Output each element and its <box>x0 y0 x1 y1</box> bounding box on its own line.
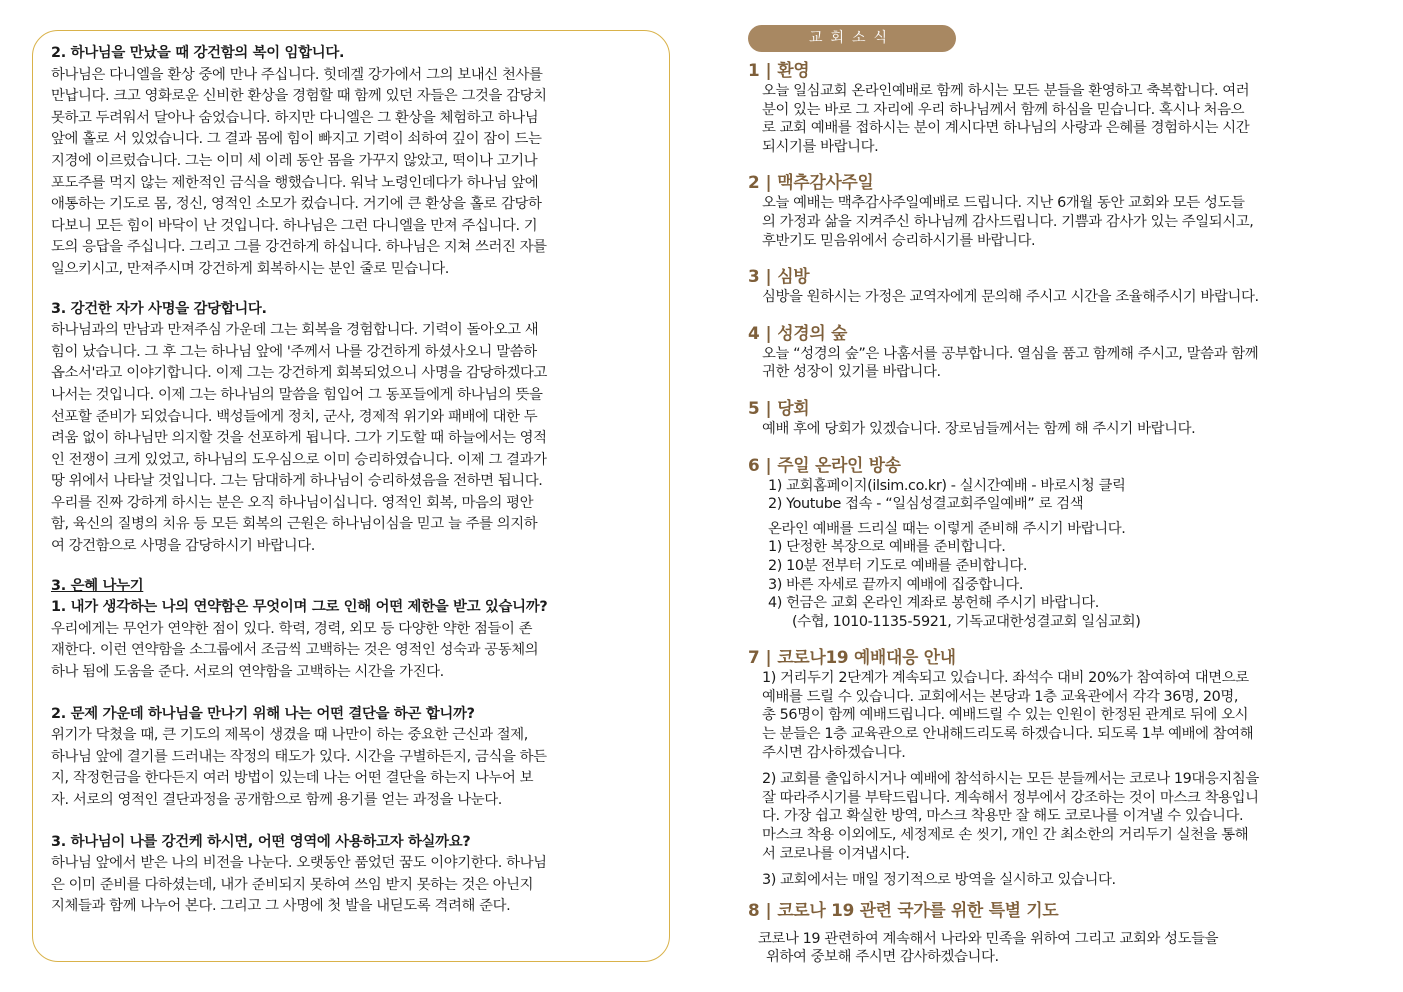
text-line: 땅 위에서 나타날 것입니다. 그는 담대하게 하나님이 승리하셨음을 전하면 됩니다. <box>51 473 543 490</box>
item-number: 6 <box>748 454 760 475</box>
sharing-section <box>51 576 661 918</box>
news-item-special-prayer <box>748 898 1376 967</box>
text-line: 위기가 닥쳤을 때, 큰 기도의 제목이 생겼을 때 나만이 하는 중요한 근신과 절제, <box>51 727 528 744</box>
answer-3 <box>51 853 661 918</box>
list-intro: 온라인 예배를 드리실 때는 이렇게 준비해 주시기 바랍니다. <box>768 520 1126 537</box>
item-number: 3 <box>748 266 760 287</box>
text-line: 못하고 두려워서 달아나 숨었습니다. 하지만 다니엘은 그 환상을 체험하고 하나님 <box>51 109 539 126</box>
text-line: 우리를 진짜 강하게 하시는 분은 오직 하나님이십니다. 영적인 회복, 마음의 평안 <box>51 494 534 511</box>
list-item: 4) 헌금은 교회 온라인 계좌로 봉헌해 주시기 바랍니다. <box>768 595 1099 612</box>
news-item-body <box>748 420 1376 439</box>
item-title-text: 심방 <box>777 266 810 287</box>
text-line: 3) 교회에서는 매일 정기적으로 방역을 실시하고 있습니다. <box>762 872 1116 889</box>
text-line: 지경에 이르렀습니다. 그는 이미 세 이레 동안 몸을 가꾸지 않았고, 떡이나 고기나 <box>51 152 538 169</box>
text-line: 분이 있는 바로 그 자리에 우리 하나님께서 함께 하심을 믿습니다. 혹시나 처음으 <box>762 101 1245 118</box>
title-separator: | <box>765 60 772 80</box>
news-item-online-broadcast <box>748 453 1376 632</box>
sermon-section-mission <box>51 299 661 558</box>
text-line: 총 56명이 함께 예배드립니다. 예배드릴 수 있는 인원이 한정된 관계로 뒤에 오시 <box>762 707 1249 724</box>
text-line: 선포할 준비가 되었습니다. 백성들에게 정치, 군사, 경제적 위기와 패배에 대한 두 <box>51 408 538 425</box>
list-item: 1) 단정한 복장으로 예배를 준비합니다. <box>768 539 1006 556</box>
text-line: 코로나 19 관련하여 계속해서 나라와 민족을 위하여 그리고 교회와 성도들을 <box>758 930 1219 947</box>
text-line: 여 강건함으로 사명을 감당하시기 바랍니다. <box>51 538 315 555</box>
item-title-text: 당회 <box>777 397 810 418</box>
text-line: 힘이 났습니다. 그 후 그는 하나님 앞에 '주께서 나를 강건하게 하셨사오니 말씀하 <box>51 343 537 360</box>
item-number: 5 <box>748 397 760 418</box>
item-number: 4 <box>748 322 760 343</box>
news-item-body <box>748 194 1376 250</box>
text-line: 포도주를 먹지 않는 제한적인 금식을 행했습니다. 워낙 노령인데다가 하나님 앞에 <box>51 174 539 191</box>
text-line: 주시면 감사하겠습니다. <box>762 744 906 761</box>
text-line: 일으키시고, 만져주시며 강건하게 회복하시는 분인 줄로 믿습니다. <box>51 260 449 277</box>
text-line: 하나 됨에 도움을 준다. 서로의 연약함을 고백하는 시간을 가진다. <box>51 664 444 681</box>
news-item-body <box>748 669 1376 890</box>
text-line: 은 이미 준비를 다하셨는데, 내가 준비되지 못하여 쓰임 받지 못하는 것은 아닌지 <box>51 876 534 893</box>
text-line: 1) 거리두기 2단계가 계속되고 있습니다. 좌석수 대비 20%가 참여하여 대면으로 <box>762 670 1249 687</box>
item-title-text: 성경의 숲 <box>777 322 848 343</box>
sermon-section-strength-blessing <box>51 43 661 281</box>
section-title: 3. 강건한 자가 사명을 감당합니다. <box>51 300 267 317</box>
news-item-visitation <box>748 264 1376 307</box>
item-number: 7 <box>748 647 760 668</box>
section-body <box>51 65 661 281</box>
text-line: 함, 육신의 질병의 치유 등 모든 회복의 근원은 하나님이심을 믿고 늘 주를 의지하 <box>51 516 538 533</box>
text-line: 옵소서'라고 이야기합니다. 이제 그는 강건하게 회복되었으니 사명을 감당하겠다고 <box>51 365 547 382</box>
item-title-text: 환영 <box>777 60 810 80</box>
news-item-body <box>748 930 1376 967</box>
text-line: 마스크 착용 이외에도, 세정제로 손 씻기, 개인 간 최소한의 거리두기 실천을 통해 <box>762 827 1249 844</box>
text-line: 귀한 성장이 있기를 바랍니다. <box>762 364 941 381</box>
title-separator: | <box>765 899 772 920</box>
text-line: 오늘 예배는 맥추감사주일예배로 드립니다. 지난 6개월 동안 교회와 모든 성도들 <box>762 195 1245 212</box>
text-line: 애통하는 기도로 몸, 정신, 영적인 소모가 컸습니다. 거기에 큰 환상을 홀로 감당하 <box>51 196 542 213</box>
text-line: 심방을 원하시는 가정은 교역자에게 문의해 주시고 시간을 조율해주시기 바랍니다. <box>762 289 1259 306</box>
item-title-text: 주일 온라인 방송 <box>777 454 901 475</box>
news-item-bible-forest <box>748 321 1376 382</box>
text-line: 려움 없이 하나님만 의지할 것을 선포하게 됩니다. 그가 기도할 때 하늘에서는 영적 <box>51 430 547 447</box>
news-item-body <box>748 82 1376 156</box>
text-line: 다. 가장 쉽고 확실한 방역, 마스크 착용만 잘 해도 코로나를 이겨낼 수 있습니다. <box>762 808 1244 825</box>
text-line: 의 가정과 삶을 지켜주신 하나님께 감사드립니다. 기쁨과 감사가 있는 주일되시고, <box>762 213 1254 230</box>
text-line: 다보니 모든 힘이 바닥이 난 것입니다. 하나님은 그런 다니엘을 만져 주십니다. 기 <box>51 217 538 234</box>
section-body <box>51 320 661 558</box>
title-separator: | <box>765 647 772 668</box>
news-item-title <box>748 264 1376 288</box>
item-title-text: 코로나19 예배대응 안내 <box>777 647 956 668</box>
news-item-title <box>748 396 1376 420</box>
text-line: 앞에 홀로 서 있었습니다. 그 결과 몸에 힘이 빠지고 기력이 쇠하여 깊이 잠이 드는 <box>51 131 542 148</box>
text-line: 지체들과 함께 나누어 본다. 그리고 그 사명에 첫 발을 내딛도록 격려해 준다. <box>51 898 511 915</box>
news-item-title <box>748 898 1376 922</box>
text-line: 하나님 앞에서 받은 나의 비전을 나눈다. 오랫동안 품었던 꿈도 이야기한다. 하나님 <box>51 855 547 872</box>
text-line: 예배 후에 당회가 있겠습니다. 장로님들께서는 함께 해 주시기 바랍니다. <box>762 420 1196 437</box>
text-line: 예배를 드릴 수 있습니다. 교회에서는 본당과 1층 교육관에서 각각 36명, 20명, <box>762 688 1239 705</box>
text-line: 나서는 것입니다. 이제 그는 하나님의 말씀을 힘입어 그 동포들에게 하나님의 뜻을 <box>51 386 543 403</box>
news-item-thanksgiving <box>748 170 1376 250</box>
question-1: 1. 내가 생각하는 나의 연약함은 무엇이며 그로 인해 어떤 제한을 받고 있습니까? <box>51 599 548 616</box>
answer-1 <box>51 619 661 684</box>
news-item-body <box>748 288 1376 307</box>
title-separator: | <box>765 397 772 418</box>
church-news-header: 교회소식 <box>748 25 956 52</box>
news-item-welcome <box>748 58 1376 156</box>
text-line: 서 코로나를 이겨냅시다. <box>762 845 910 862</box>
question-3: 3. 하나님이 나를 강건케 하시면, 어떤 영역에 사용하고자 하실까요? <box>51 833 471 850</box>
text-line: 우리에게는 무언가 연약한 점이 있다. 학력, 경력, 외모 등 다양한 약한 점들이 존 <box>51 620 533 637</box>
text-line: 하나님 앞에 결기를 드러내는 작정의 태도가 있다. 시간을 구별하든지, 금식을 하든 <box>51 748 547 765</box>
news-item-title <box>748 645 1376 669</box>
text-line: 만납니다. 크고 영화로운 신비한 환상을 경험할 때 함께 있던 자들은 그것을 감당치 <box>51 88 547 105</box>
news-item-body <box>748 477 1376 632</box>
news-item-body <box>748 345 1376 382</box>
text-line: 후반기도 믿음위에서 승리하시기를 바랍니다. <box>762 232 1036 249</box>
bank-account-info: (수협, 1010-1135-5921, 기독교대한성결교회 일심교회) <box>792 613 1141 630</box>
news-item-title <box>748 58 1376 82</box>
text-line: 재한다. 이런 연약함을 소그룹에서 조금씩 고백하는 것은 영적인 성숙과 공동체의 <box>51 642 539 659</box>
church-news-column <box>748 25 1376 967</box>
news-item-title <box>748 321 1376 345</box>
item-number: 1 <box>748 60 760 80</box>
item-number: 2 <box>748 172 760 193</box>
text-line: 인 전쟁이 크게 있었고, 하나님의 도우심으로 이미 승리하였습니다. 이제 그 결과가 <box>51 451 547 468</box>
text-line: 자. 서로의 영적인 결단과정을 공개함으로 함께 용기를 얻는 과정을 나눈다. <box>51 792 502 808</box>
text-line: 2) 교회를 출입하시거나 예배에 참석하시는 모든 분들께서는 코로나 19대응지침을 <box>762 771 1259 788</box>
item-title-text: 코로나 19 관련 국가를 위한 특별 기도 <box>777 899 1059 920</box>
news-item-session <box>748 396 1376 439</box>
title-separator: | <box>765 454 772 475</box>
item-title-text: 맥추감사주일 <box>777 172 874 193</box>
title-separator: | <box>765 322 772 343</box>
sermon-panel <box>32 30 670 962</box>
list-item: 1) 교회홈페이지(ilsim.co.kr) - 실시간예배 - 바로시청 클릭 <box>768 477 1126 494</box>
text-line: 로 교회 예배를 접하시는 분이 계시다면 하나님의 사랑과 은혜를 경험하시는 시간 <box>762 120 1250 137</box>
text-line: 도의 응답을 주십니다. 그리고 그를 강건하게 하십니다. 하나님은 지쳐 쓰러진 자를 <box>51 239 547 256</box>
sharing-title: 3. 은혜 나누기 <box>51 577 144 594</box>
text-line: 오늘 “성경의 숲”은 나훔서를 공부합니다. 열심을 품고 함께해 주시고, 말씀과 함께 <box>762 345 1259 362</box>
text-line: 오늘 일심교회 온라인예배로 함께 하시는 모든 분들을 환영하고 축복합니다. 여러 <box>762 83 1250 99</box>
title-separator: | <box>765 266 772 287</box>
section-title: 2. 하나님을 만났을 때 강건함의 복이 임합니다. <box>51 45 345 61</box>
news-item-title <box>748 453 1376 477</box>
item-number: 8 <box>748 899 760 920</box>
news-item-covid-response <box>748 645 1376 890</box>
answer-2 <box>51 725 661 811</box>
news-item-title <box>748 170 1376 194</box>
list-item: 2) Youtube 접속 - “일심성결교회주일예배” 로 검색 <box>768 496 1084 513</box>
text-line: 위하여 중보해 주시면 감사하겠습니다. <box>766 949 999 966</box>
question-2: 2. 문제 가운데 하나님을 만나기 위해 나는 어떤 결단을 하곤 합니까? <box>51 705 475 722</box>
list-item: 2) 10분 전부터 기도로 예배를 준비합니다. <box>768 557 1028 574</box>
text-line: 하나님은 다니엘을 환상 중에 만나 주십니다. 힛데겔 강가에서 그의 보내신 천사를 <box>51 66 543 83</box>
text-line: 잘 따라주시기를 부탁드립니다. 계속해서 정부에서 강조하는 것이 마스크 착용입니 <box>762 789 1259 806</box>
text-line: 되시기를 바랍니다. <box>762 138 879 155</box>
text-line: 는 분들은 1층 교육관으로 안내해드리도록 하겠습니다. 되도록 1부 예배에 참여해 <box>762 726 1254 743</box>
text-line: 하나님과의 만남과 만져주심 가운데 그는 회복을 경험합니다. 기력이 돌아오고 새 <box>51 322 539 339</box>
title-separator: | <box>765 172 772 193</box>
text-line: 지, 작정헌금을 한다든지 여러 방법이 있는데 나는 어떤 결단을 하는지 나누어 보 <box>51 770 534 787</box>
list-item: 3) 바른 자세로 끝까지 예배에 집중합니다. <box>768 576 1024 593</box>
